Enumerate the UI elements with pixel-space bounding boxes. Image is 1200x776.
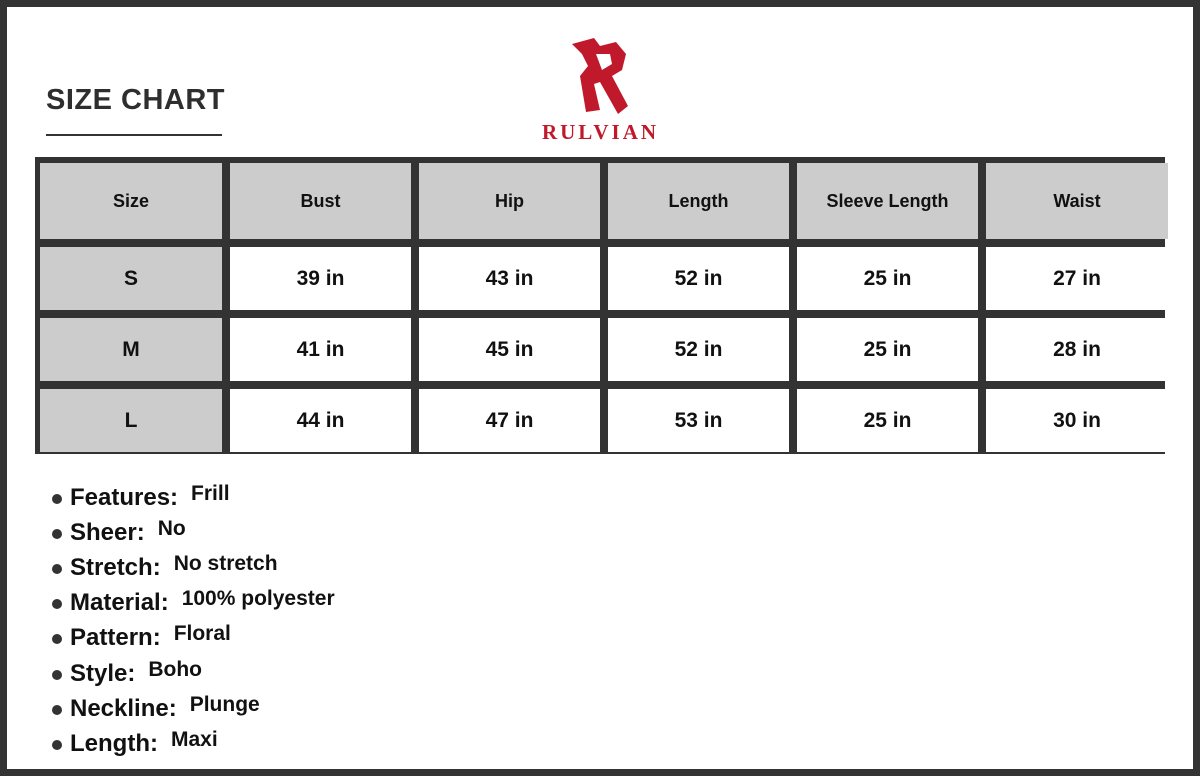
feature-label: Features: (70, 483, 179, 511)
bullet-icon (52, 564, 62, 574)
table-cell: 30 in (986, 389, 1168, 452)
bullet-icon (52, 634, 62, 644)
feature-value: Frill (191, 481, 230, 505)
feature-value: Boho (148, 657, 203, 681)
size-table (35, 157, 1165, 454)
feature-item (52, 691, 335, 726)
table-cell: 28 in (986, 318, 1168, 381)
feature-value: 100% polyester (181, 587, 335, 611)
table-cell: 52 in (608, 318, 789, 381)
table-cell: 47 in (419, 389, 600, 452)
table-cell: 52 in (608, 247, 789, 310)
feature-label: Neckline: (70, 694, 177, 722)
column-header: Bust (230, 163, 411, 239)
feature-label: Material: (70, 589, 169, 617)
feature-item (52, 550, 335, 585)
features-list (52, 480, 335, 762)
feature-label: Pattern: (70, 624, 161, 652)
bullet-icon (52, 529, 62, 539)
feature-item (52, 656, 335, 691)
table-cell: 43 in (419, 247, 600, 310)
feature-label: Sheer: (70, 518, 145, 546)
feature-label: Style: (70, 659, 136, 687)
feature-value: Floral (173, 622, 231, 646)
bullet-icon (52, 494, 62, 504)
feature-value: No stretch (173, 551, 278, 575)
table-cell: 44 in (230, 389, 411, 452)
feature-item (52, 515, 335, 550)
column-header: Waist (986, 163, 1168, 239)
size-label-cell: M (40, 318, 222, 381)
table-cell: 41 in (230, 318, 411, 381)
column-header: Size (40, 163, 222, 239)
bullet-icon (52, 599, 62, 609)
page-title: SIZE CHART (46, 84, 225, 116)
feature-label: Length: (70, 729, 158, 757)
brand-name: RULVIAN (541, 120, 660, 144)
brand-logo (528, 36, 673, 146)
bullet-icon (52, 740, 62, 750)
column-header: Sleeve Length (797, 163, 978, 239)
feature-item (52, 586, 335, 621)
feature-item (52, 480, 335, 515)
feature-item (52, 726, 335, 761)
feature-item (52, 621, 335, 656)
brand-monogram-icon (566, 36, 636, 116)
bullet-icon (52, 670, 62, 680)
title-underline (46, 134, 222, 136)
size-label-cell: L (40, 389, 222, 452)
feature-value: Plunge (189, 692, 260, 716)
title-block (46, 84, 225, 117)
table-cell: 27 in (986, 247, 1168, 310)
feature-label: Stretch: (70, 553, 161, 581)
table-cell: 25 in (797, 318, 978, 381)
table-cell: 25 in (797, 247, 978, 310)
table-cell: 39 in (230, 247, 411, 310)
table-cell: 25 in (797, 389, 978, 452)
feature-value: Maxi (170, 727, 218, 751)
column-header: Length (608, 163, 789, 239)
size-label-cell: S (40, 247, 222, 310)
table-cell: 45 in (419, 318, 600, 381)
bullet-icon (52, 705, 62, 715)
column-header: Hip (419, 163, 600, 239)
feature-value: No (157, 516, 186, 540)
table-cell: 53 in (608, 389, 789, 452)
